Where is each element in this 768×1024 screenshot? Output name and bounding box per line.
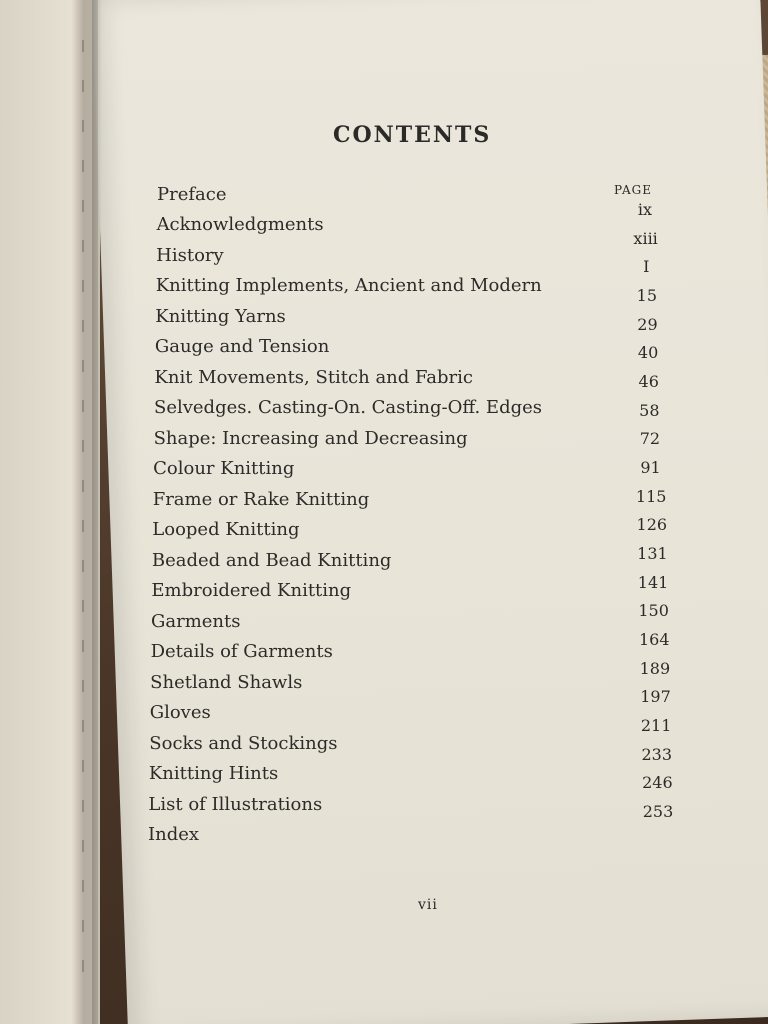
toc-entry-page: 15 [636, 286, 658, 305]
contents-title: CONTENTS [333, 122, 492, 148]
toc-entry-page: 72 [639, 429, 661, 449]
toc-entry-page: 141 [637, 572, 669, 592]
toc-entry-page: ix [637, 200, 653, 219]
page-column-heading: PAGE [614, 183, 652, 197]
toc-entry-title: Gloves [149, 702, 211, 724]
toc-entry-title: Preface [157, 184, 227, 205]
toc-entry-title: Index [148, 824, 200, 845]
book-spine-gutter [72, 0, 98, 1024]
toc-entry-title: List of Illustrations [148, 793, 323, 815]
page-number-folio: vii [418, 897, 438, 913]
toc-entry-title: Looped Knitting [152, 519, 300, 541]
toc-entry-page: 164 [639, 630, 670, 649]
toc-entry-title: Knitting Yarns [155, 305, 286, 327]
toc-entry-page: 189 [639, 658, 671, 678]
toc-entry-page: 40 [637, 343, 659, 363]
toc-entry-page: 126 [636, 515, 668, 535]
toc-entry-page: 150 [638, 601, 669, 621]
toc-entry-page: 29 [637, 314, 658, 334]
right-page [92, 0, 768, 1024]
binding-stitches [82, 40, 84, 980]
toc-entry-title: Gauge and Tension [154, 336, 330, 358]
toc-entry-page: 246 [642, 773, 673, 793]
toc-entry-title: Selvedges. Casting-On. Casting-Off. Edges [154, 397, 543, 419]
toc-entry-page: 131 [637, 544, 668, 563]
toc-entry-page: xiii [633, 228, 658, 248]
toc-entry-title: Knit Movements, Stitch and Fabric [154, 366, 473, 388]
toc-entry-page: 233 [641, 744, 673, 764]
toc-entry-page: 46 [638, 372, 659, 391]
toc-entry-page: 58 [639, 400, 660, 420]
toc-entry-title: Shape: Increasing and Decreasing [153, 427, 468, 449]
toc-entry-title: Colour Knitting [153, 458, 295, 480]
toc-entry-title: Details of Garments [150, 641, 333, 663]
toc-entry-title: Knitting Implements, Ancient and Modern [155, 275, 542, 297]
toc-entry-title: Garments [151, 610, 241, 632]
toc-entry-page: 115 [635, 486, 667, 506]
toc-entry-page: 91 [640, 458, 661, 477]
toc-entry-title: Beaded and Bead Knitting [151, 549, 392, 571]
toc-entry-title: Acknowledgments [156, 214, 324, 236]
toc-entry-page: 211 [640, 716, 672, 735]
toc-entry-page: 197 [640, 687, 671, 707]
toc-entry-title: Knitting Hints [148, 763, 279, 785]
toc-entry-title: Embroidered Knitting [151, 580, 352, 602]
toc-entry-page: I [643, 257, 650, 277]
toc-entry-page: 253 [642, 802, 674, 821]
toc-entry-title: Frame or Rake Knitting [152, 488, 370, 510]
toc-entry-title: Shetland Shawls [150, 671, 303, 693]
toc-entry-title: History [156, 244, 224, 266]
toc-entry-title: Socks and Stockings [149, 732, 338, 754]
